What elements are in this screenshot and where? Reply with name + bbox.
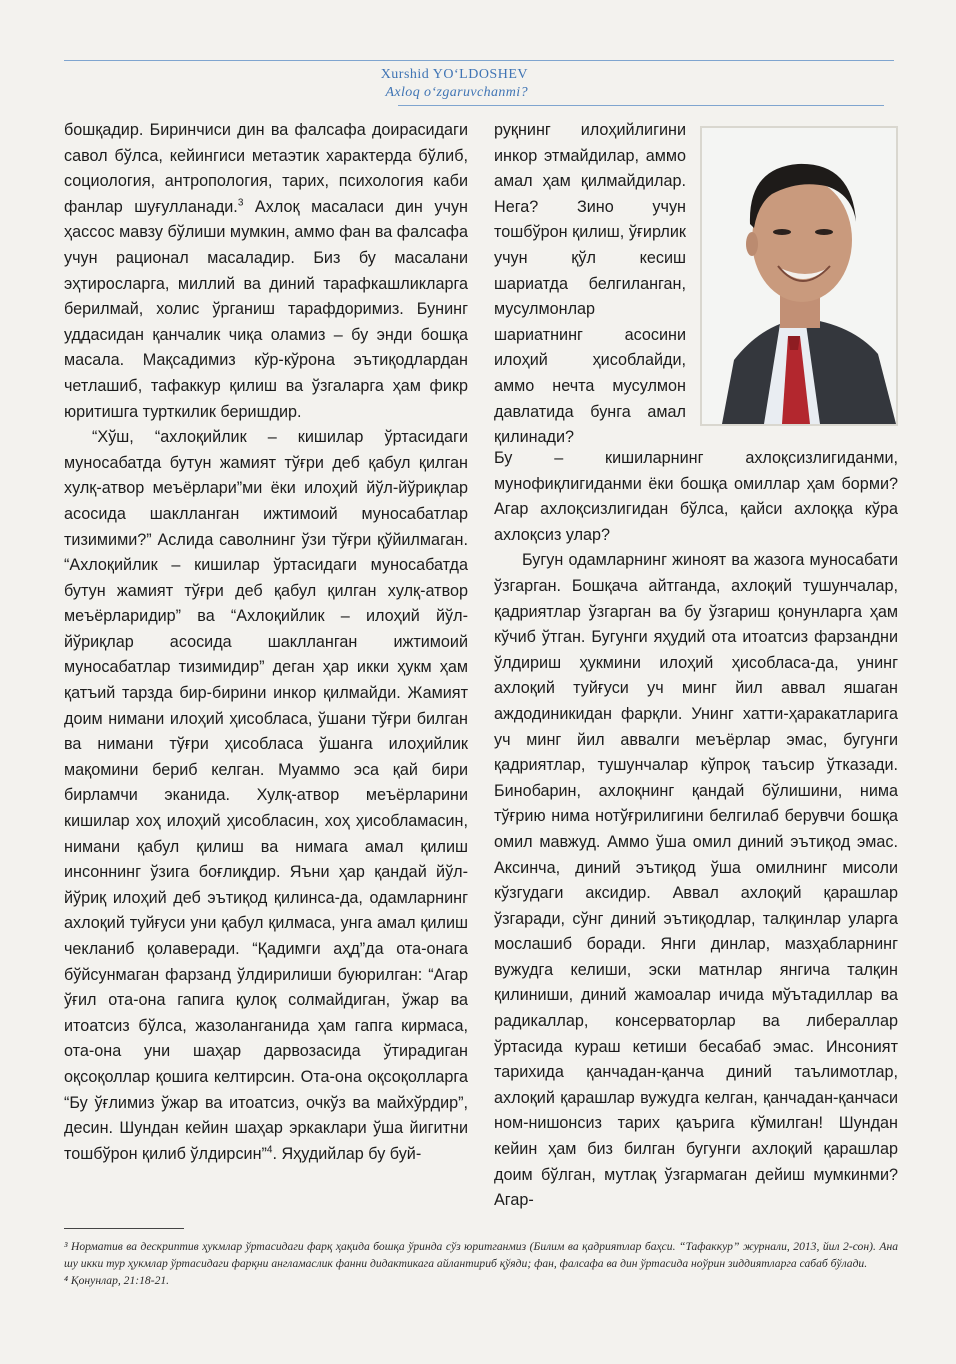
right-column-bottom (494, 446, 898, 1214)
paragraph-1-text-a: бошқадир. Биринчиси дин ва фалсафа доирасидаги савол бўлса, кейингиси метаэтик характерда бўлиб, социология, антропология, тарих, психология каби фанлар шуғулланади. (64, 121, 468, 216)
paragraph-3: Бугун одамларнинг жиноят ва жазога муносабати ўзгарган. Бошқача айтганда, ахлоқий тушунчалар, қадриятлар ўзгарган ва бу ўзгариш қонунларга ҳам кўчиб ўтган. Бугунги яҳудий ота итоатсиз фарзандни ўлдириш ҳукмини илоҳий ҳисобласа-да, унинг ахлоқий туйғуси уч минг йил аввал яшаган аждодиникидан фарқли. Унинг хатти-ҳаракатларига уч минг йил аввалги меъёрлар эмас, бугунги қадриятлар, тушунчалар кўпроқ таъсир ўтказади. Бинобарин, ахлоқнинг қандай бўлишини, нима тўғрию нима нотўғрилигини белгилаб берувчи бошқа омил мавжуд. Аммо ўша омил диний эътиқод эмас. Аксинча, диний эътиқод ўша омилнинг мисоли кўзгудаги аксидир. Аввал ахлоқий қарашлар ўзгаради, сўнг диний эътиқодлар, талқинлар уларга мослашиб боради. Янги динлар, мазҳабларнинг вужудга келиши, эски матнлар янгича талқин қилиниши, диний жамоалар ичида мўътадиллар ва радикаллар, консерваторлар ва либераллар ўртасида кураш кетиши бесабаб эмас. Инсоният тарихида қанчадан-қанча диний таълимотлар, ахлоқий қарашлар вужудга келган, қанчадан-қанчаси ном-нишонсиз тарих қаърига кўмилган! Шундан кейин ҳам биз билган бугунги ахлоқий қарашлар доим бўлган, мутлақ ўзгармаган дейиш мумкинми? Агар- (494, 551, 898, 1210)
footnote-4: ⁴ Қонунлар, 21:18-21. (64, 1274, 170, 1287)
running-header (64, 60, 894, 100)
paragraph-2 (64, 425, 468, 1167)
right-top-text: руқнинг илоҳийлигини инкор этмайдилар, аммо амал ҳам қилмайдилар. Нега? Зино учун тошбўрон қилиш, ўғирлик учун қўл кесиш шариатда белгиланган, мусулмонлар шариатнинг асосини илоҳий ҳисоблайди, аммо нечта мусулмон давлатида бунга амал қилинади? (494, 121, 686, 447)
footnote-ref-4[interactable]: 4 (266, 1144, 273, 1156)
paragraph-1 (64, 118, 468, 425)
footnotes (64, 1238, 898, 1289)
paragraph-1-text-b: Ахлоқ масаласи дин учун ҳассос мавзу бўлиши мумкин, аммо фан ва фалсафа учун рационал масаладир. Биз бу масалани эҳтиросларга, миллий ва диний тарафкашликларга берилмай, холис ўрганиш тарафдоримиз. Бунинг уддасидан қанчалик чиқа оламиз – бу энди бошқа масала. Мақсадимиз кўр-кўрона эътиқодлардан четлашиб, тафаккур қилиш ва ўзгаларга ҳам фикр юритишга турткилик беришдир. (64, 197, 468, 421)
footnote-3: ³ Норматив ва дескриптив ҳукмлар ўртасидаги фарқ ҳақида бошқа ўринда сўз юритганмиз (Билим ва қадриятлар баҳси. “Тафаккур” журнали, 2013, йил 2-сон). Ана шу икки тур ҳукмлар ўртасидаги фарқни англамаслик фанни дидактикага айлантириб қўяди; фан, фалсафа ва дин ўртасида ноўрин зиддиятларга сабаб бўлади. (64, 1240, 898, 1270)
paragraph-2-text-a: “Хўш, “ахлоқийлик – кишилар ўртасидаги муносабатда бутун жамият тўғри деб қабул қилган хулқ-атвор меъёрлари”ми ёки илоҳий йўл-йўриқлар асосида шаклланган ижтимоий муносабатлар тизимими?” Аслида саволнинг ўзи тўғри қўйилмаган. “Ахлоқийлик – кишилар ўртасидаги муносабатда бутун жамият тўғри деб қабул қилган хулқ-атвор меъёрларидир” ва “Ахлоқийлик – илоҳий йўл-йўриқлар асосида шаклланган ижтимоий муносабатлар тизимидир” деган ҳар икки ҳукм ҳам қатъий тарзда бир-бирини инкор қилмайди. Жамият доим нимани илоҳий ҳисобласа, ўшани тўғри билган ва нимани тўғри ҳисобласа ўшанга илоҳийлик мақомини бериб келган. Муаммо эса қай бири бирламчи эканида. Хулқ-атвор меъёрларини кишилар хоҳ илоҳий ҳисобласин, хоҳ ҳисобламасин, нимани қабул қилиш ва нимага амал қилиш инсоннинг ўзига боғлиқдир. Яъни ҳар қандай йўл-йўриқ илоҳий деб эътиқод қилинса-да, одамларнинг ахлоқий туйғуси уни қабул қилмаса, унга амал қилиш чекланиб қолаверади. “Қадимги аҳд”да ота-онага бўйсунмаган фарзанд ўлдирилиши буюрилган: “Агар ўғил ота-она гапига қулоқ солмайдиган, ўжар ва итоатсиз бўлса, жазоланганида ҳам гапга кирмаса, ота-она уни шаҳар дарвозасида ўтирадиган оқсоқоллар қошига келтирсин. Ота-она оқсоқолларга “Бу ўғлимиз ўжар ва итоатсиз, очкўз ва майхўрдир”, десин. Шундан кейин шаҳар эркаклари ўша йигитни тошбўрон қилиб ўлдирсин” (64, 428, 468, 1163)
header-title: Axloq o‘zgaruvchanmi? (385, 85, 528, 100)
right-column-top (494, 118, 686, 451)
footnote-ref-3[interactable]: 3 (237, 197, 244, 209)
paragraph-2-text-b: . Яҳудийлар бу буй- (272, 1144, 422, 1163)
left-column (64, 118, 468, 1167)
portrait-image (702, 128, 896, 424)
header-author: Xurshid YO‘LDOSHEV (380, 67, 528, 82)
header-rule (398, 105, 884, 106)
author-photo (700, 126, 898, 426)
right-continuation: Бу – кишиларнинг ахлоқсизлигиданми, мунофиқлигиданми ёки бошқа омиллар ҳам борми? Агар ахлоқсизлигидан бўлса, қайси ахлоққа кўра ахлоқсиз улар? (494, 449, 898, 544)
footnote-divider (64, 1228, 184, 1229)
